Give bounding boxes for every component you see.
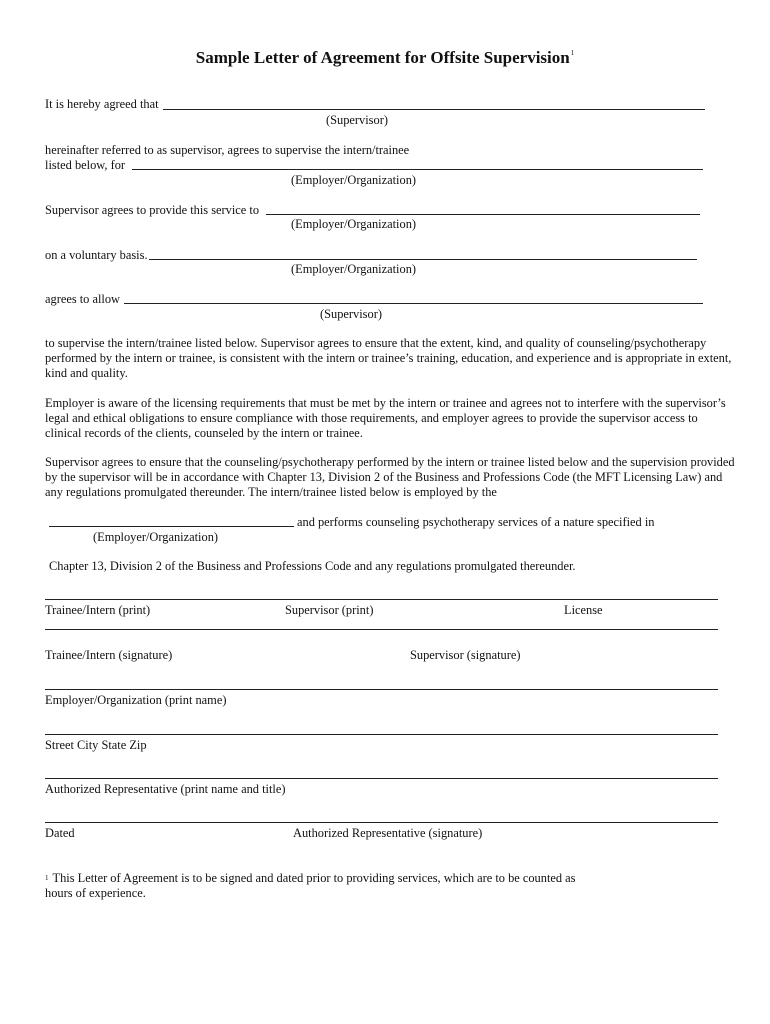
agreed-that-label: It is hereby agreed that — [45, 97, 159, 111]
agrees-to-allow-label: agrees to allow — [45, 292, 121, 306]
supervisor-caption-2: (Supervisor) — [320, 307, 382, 321]
hereinafter-text: hereinafter referred to as supervisor, agrees to supervise the intern/trainee — [45, 143, 410, 157]
listed-below-label: listed below, for — [45, 158, 126, 172]
paragraph-supervise: to supervise the intern/trainee listed below. Supervisor agrees to ensure that the extent, kind, and quality of counseling/psychotherapy performed by the intern or trainee, is consistent with the intern or trainee’s training, education, and experience and is appropriate in extent, kind and quality. — [45, 336, 732, 380]
license-label: License — [564, 603, 603, 617]
paragraph-employer-aware: Employer is aware of the licensing requirements that must be met by the intern or trainee and agrees not to interfere with the supervisor’s legal and ethical obligations to ensure compliance with those requirements, and employer agrees to provide the supervisor access to clinical records of the clients, counseled by the intern or trainee. — [45, 396, 726, 440]
footnote-line-1 — [45, 871, 576, 886]
auth-rep-print-label: Authorized Representative (print name and title) — [45, 782, 286, 796]
auth-rep-signature-label: Authorized Representative (signature) — [293, 826, 483, 840]
employer-caption-2: (Employer/Organization) — [291, 217, 417, 231]
address-line[interactable] — [45, 734, 718, 735]
employer-caption-1: (Employer/Organization) — [291, 173, 417, 187]
address-label: Street City State Zip — [45, 738, 147, 752]
voluntary-basis-label: on a voluntary basis. — [45, 248, 148, 262]
footnote-mark: 1 — [45, 874, 49, 882]
trainee-signature-label: Trainee/Intern (signature) — [45, 648, 173, 662]
trainee-print-label: Trainee/Intern (print) — [45, 603, 151, 617]
title-footnote-mark: 1 — [570, 49, 575, 57]
dated-label: Dated — [45, 826, 75, 840]
supervisor-caption: (Supervisor) — [326, 113, 388, 127]
employer-print-label: Employer/Organization (print name) — [45, 693, 227, 707]
supervisor-line-2[interactable] — [124, 303, 703, 304]
employer-line-3[interactable] — [149, 259, 697, 260]
supervisor-signature-label: Supervisor (signature) — [410, 648, 521, 662]
performs-counseling-text: and performs counseling psychotherapy services of a nature specified in — [297, 515, 655, 529]
employer-caption-4: (Employer/Organization) — [93, 530, 219, 544]
employer-line-2[interactable] — [266, 214, 700, 215]
dated-line[interactable] — [45, 822, 718, 823]
supervisor-name-line[interactable] — [163, 109, 705, 110]
chapter-text: Chapter 13, Division 2 of the Business and Professions Code and any regulations promulgated thereunder. — [49, 559, 576, 573]
employer-line-4[interactable] — [49, 526, 294, 527]
paragraph-accordance: Supervisor agrees to ensure that the counseling/psychotherapy performed by the intern or trainee listed below and the supervision provided by the supervisor will be in accordance with Chapter 13, Division 2 of the Business and Professions Code (the MFT Licensing Law) and any regulations promulgated thereunder. The intern/trainee listed below is employed by the — [45, 455, 735, 499]
employer-line-1[interactable] — [132, 169, 703, 170]
signatures-line[interactable] — [45, 629, 718, 630]
provide-service-label: Supervisor agrees to provide this service to — [45, 203, 260, 217]
print-names-line[interactable] — [45, 599, 718, 600]
employer-print-line[interactable] — [45, 689, 718, 690]
title-text: Sample Letter of Agreement for Offsite Supervision — [195, 48, 570, 67]
footnote-line-2: hours of experience. — [45, 886, 146, 900]
employer-caption-3: (Employer/Organization) — [291, 262, 417, 276]
footnote-text-1: This Letter of Agreement is to be signed and dated prior to providing services, which are to be counted as — [52, 871, 576, 885]
supervisor-print-label: Supervisor (print) — [285, 603, 374, 617]
auth-rep-print-line[interactable] — [45, 778, 718, 779]
document-title — [0, 48, 770, 68]
